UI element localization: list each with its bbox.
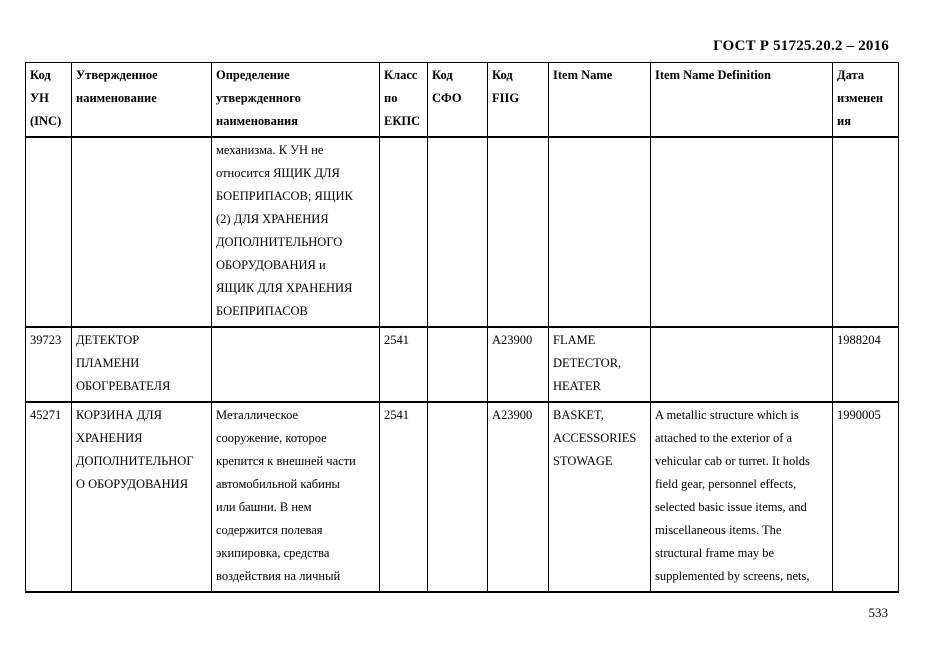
cell-definition: механизма. К УН не относится ЯЩИК ДЛЯ БОЕПРИПАСОВ; ЯЩИК (2) ДЛЯ ХРАНЕНИЯ ДОПОЛНИТЕЛЬНОГО ОБОРУДОВАНИЯ и ЯЩИК ДЛЯ ХРАНЕНИЯ БОЕПРИПАСОВ (212, 137, 380, 327)
cell-inc: 39723 (26, 327, 72, 402)
column-header-change-date: Дата изменен ия (833, 63, 899, 138)
cell-approved-name: КОРЗИНА ДЛЯ ХРАНЕНИЯ ДОПОЛНИТЕЛЬНОГ О ОБОРУДОВАНИЯ (72, 402, 212, 592)
cell-change-date: 1988204 (833, 327, 899, 402)
cell-item-name: FLAME DETECTOR, HEATER (549, 327, 651, 402)
table-header-row (26, 63, 899, 138)
cell-class: 2541 (380, 327, 428, 402)
cell-inc: 45271 (26, 402, 72, 592)
cell-fiig (488, 137, 549, 327)
column-header-class: Класс по ЕКПС (380, 63, 428, 138)
cell-change-date (833, 137, 899, 327)
cell-approved-name: ДЕТЕКТОР ПЛАМЕНИ ОБОГРЕВАТЕЛЯ (72, 327, 212, 402)
cell-sfo (428, 402, 488, 592)
cell-fiig: A23900 (488, 402, 549, 592)
cell-change-date: 1990005 (833, 402, 899, 592)
cell-inc (26, 137, 72, 327)
column-header-item-definition: Item Name Definition (651, 63, 833, 138)
cell-class: 2541 (380, 402, 428, 592)
document-standard-header: ГОСТ Р 51725.20.2 – 2016 (713, 38, 889, 54)
cell-sfo (428, 137, 488, 327)
cell-definition: Металлическое сооружение, которое крепится к внешней части автомобильной кабины или башни. В нем содержится полевая экипировка, средства воздействия на личный (212, 402, 380, 592)
column-header-approved-name: Утвержденное наименование (72, 63, 212, 138)
table-row (26, 402, 899, 592)
column-header-sfo: Код СФО (428, 63, 488, 138)
cell-class (380, 137, 428, 327)
column-header-fiig: Код FIIG (488, 63, 549, 138)
cell-sfo (428, 327, 488, 402)
cell-item-name: BASKET, ACCESSORIES STOWAGE (549, 402, 651, 592)
column-header-inc: Код УН (INC) (26, 63, 72, 138)
cell-item-name (549, 137, 651, 327)
cell-item-definition: A metallic structure which is attached to the exterior of a vehicular cab or turret. It holds field gear, personnel effects, selected basic issue items, and miscellaneous items. The structural frame may be supplemented by screens, nets, (651, 402, 833, 592)
table-row (26, 327, 899, 402)
cell-definition (212, 327, 380, 402)
table-row (26, 137, 899, 327)
cell-fiig: A23900 (488, 327, 549, 402)
column-header-item-name: Item Name (549, 63, 651, 138)
items-table (25, 62, 899, 593)
page-number: 533 (868, 605, 888, 620)
cell-item-definition (651, 137, 833, 327)
cell-approved-name (72, 137, 212, 327)
column-header-definition: Определение утвержденного наименования (212, 63, 380, 138)
cell-item-definition (651, 327, 833, 402)
